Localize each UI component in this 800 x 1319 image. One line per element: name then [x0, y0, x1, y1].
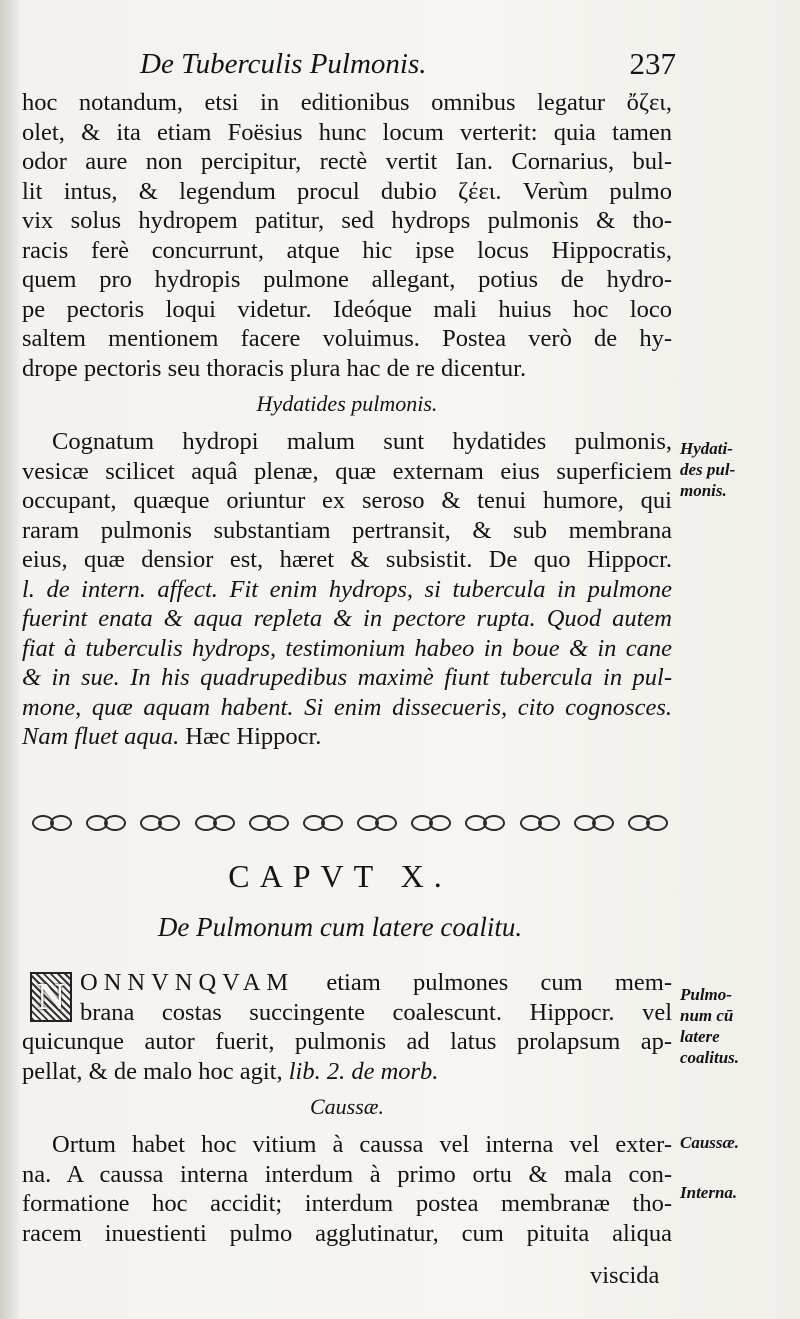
text-line: formatione hoc accidit; interdum postea membranæ tho-: [22, 1190, 672, 1217]
subheading-caussae: Caussæ.: [310, 1094, 384, 1119]
text-line: vix solus hydropem patitur, sed hydrops pulmonis & tho-: [22, 207, 672, 234]
text-span: etiam pulmones cum mem-: [294, 969, 672, 996]
text-line: racem inuestienti pulmo agglutinatur, cum pituita aliqua: [22, 1219, 672, 1247]
quote-end: Nam fluet aqua.: [22, 723, 180, 750]
text-span: pellat, & de malo hoc agit,: [22, 1057, 289, 1085]
ornament-knot: [84, 813, 128, 831]
ornament-knot: [572, 813, 616, 831]
margin-line: des pul-: [680, 460, 736, 479]
chapter-title: CAPVT X.: [228, 858, 452, 894]
ornament-knot: [138, 813, 182, 831]
paragraph-hydatides: [22, 427, 672, 752]
ornament-knot: [463, 813, 507, 831]
margin-note-pulmonum: [680, 984, 739, 1068]
text-line: vesicæ scilicet aquâ plenæ, quæ externam eius superficiem: [22, 457, 672, 485]
drop-cap: N: [30, 972, 72, 1022]
text-line: na. A caussa interna interdum à primo ortu & mala con-: [22, 1160, 672, 1188]
text-line: hoc notandum, etsi in editionibus omnibus legatur ὄζει,: [22, 89, 672, 116]
text-line: eius, quæ densior est, hæret & subsistit. De quo Hippocr.: [22, 546, 672, 573]
text-line: quicunque autor fuerit, pulmonis ad latus prolapsum ap-: [22, 1028, 672, 1055]
quote-line: fiat à tuberculis hydrops, testimonium habeo in boue & in cane: [22, 634, 672, 662]
quote-line: & in sue. In his quadrupedibus maximè fiunt tubercula in pul-: [22, 664, 672, 691]
subheading-hydatides: Hydatides pulmonis.: [256, 391, 438, 416]
text-line: drope pectoris seu thoracis plura hac de re dicentur.: [22, 354, 527, 382]
text-line: [22, 968, 672, 998]
page-header: [140, 46, 680, 86]
text-line: pe pectoris loqui videtur. Ideóque mali huius hoc loco: [22, 295, 672, 323]
quote-line: fuerint enata & aqua repleta & in pectore rupta. Quod autem: [22, 605, 672, 632]
ornament-knot: [409, 813, 453, 831]
main-text-block: [22, 88, 672, 752]
ornamental-divider: [30, 808, 670, 836]
margin-line: latere: [680, 1027, 720, 1046]
text-line: Cognatum hydropi malum sunt hydatides pulmonis,: [52, 428, 672, 455]
text-line: occupant, quæque oriuntur ex seroso & tenui humore, qui: [22, 487, 672, 514]
running-head: De Tuberculis Pulmonis.: [140, 48, 427, 80]
ornament-knot: [193, 813, 237, 831]
margin-line: coalitus.: [680, 1048, 740, 1067]
attribution: Hæc Hippocr.: [179, 723, 322, 750]
margin-note-hydatides: [680, 438, 735, 501]
text-line: raram pulmonis substantiam pertransit, & sub membrana: [22, 516, 672, 544]
margin-line: Hydati-: [680, 439, 733, 458]
ornament-knot: [626, 813, 670, 831]
text-line: saltem mentionem facere voluimus. Postea verò de hy-: [22, 325, 672, 352]
margin-line: monis.: [680, 481, 727, 500]
citation: lib. 2. de morb.: [288, 1057, 439, 1085]
margin-line: num cū: [680, 1006, 734, 1025]
paragraph-coalitus: [22, 968, 672, 1086]
paragraph-caussae: [22, 1130, 672, 1248]
ornament-knot: [301, 813, 345, 831]
margin-note-caussae: Caussæ.: [680, 1133, 740, 1152]
margin-line: Pulmo-: [680, 985, 732, 1004]
chapter-text-block: [22, 968, 672, 1248]
text-line: [22, 1057, 672, 1087]
text-line-final: [22, 722, 672, 752]
paragraph-hydrops: [22, 88, 672, 383]
quote-line: mone, quæ aquam habent. Si enim dissecueris, cito cognosces.: [22, 693, 672, 721]
text-line: racis ferè concurrunt, atque hic ipse locus Hippocratis,: [22, 236, 672, 264]
text-line: odor aure non percipitur, rectè vertit Ian. Cornarius, bul-: [22, 148, 672, 175]
margin-note-interna: Interna.: [680, 1183, 738, 1202]
text-line: quem pro hydropis pulmone allegant, potius de hydro-: [22, 266, 672, 293]
catchword: viscida: [590, 1262, 660, 1289]
text-line: lit intus, & legendum procul dubio ζέει. Verùm pulmo: [22, 177, 672, 205]
text-line: Ortum habet hoc vitium à caussa vel interna vel exter-: [52, 1131, 672, 1158]
ornament-knot: [247, 813, 291, 831]
page-number: 237: [629, 46, 676, 81]
ornament-knot: [30, 813, 74, 831]
text-line: brana costas succingente coalescunt. Hippocr. vel: [80, 998, 672, 1026]
chapter-subtitle: De Pulmonum cum latere coalitu.: [157, 912, 523, 942]
opening-word: ONNVNQVAM: [80, 969, 295, 996]
ornament-knot: [518, 813, 562, 831]
text-line: olet, & ita etiam Foësius hunc locum verterit: quia tamen: [22, 118, 672, 146]
quote-line: l. de intern. affect. Fit enim hydrops, si tubercula in pulmone: [22, 575, 672, 603]
ornament-knot: [355, 813, 399, 831]
